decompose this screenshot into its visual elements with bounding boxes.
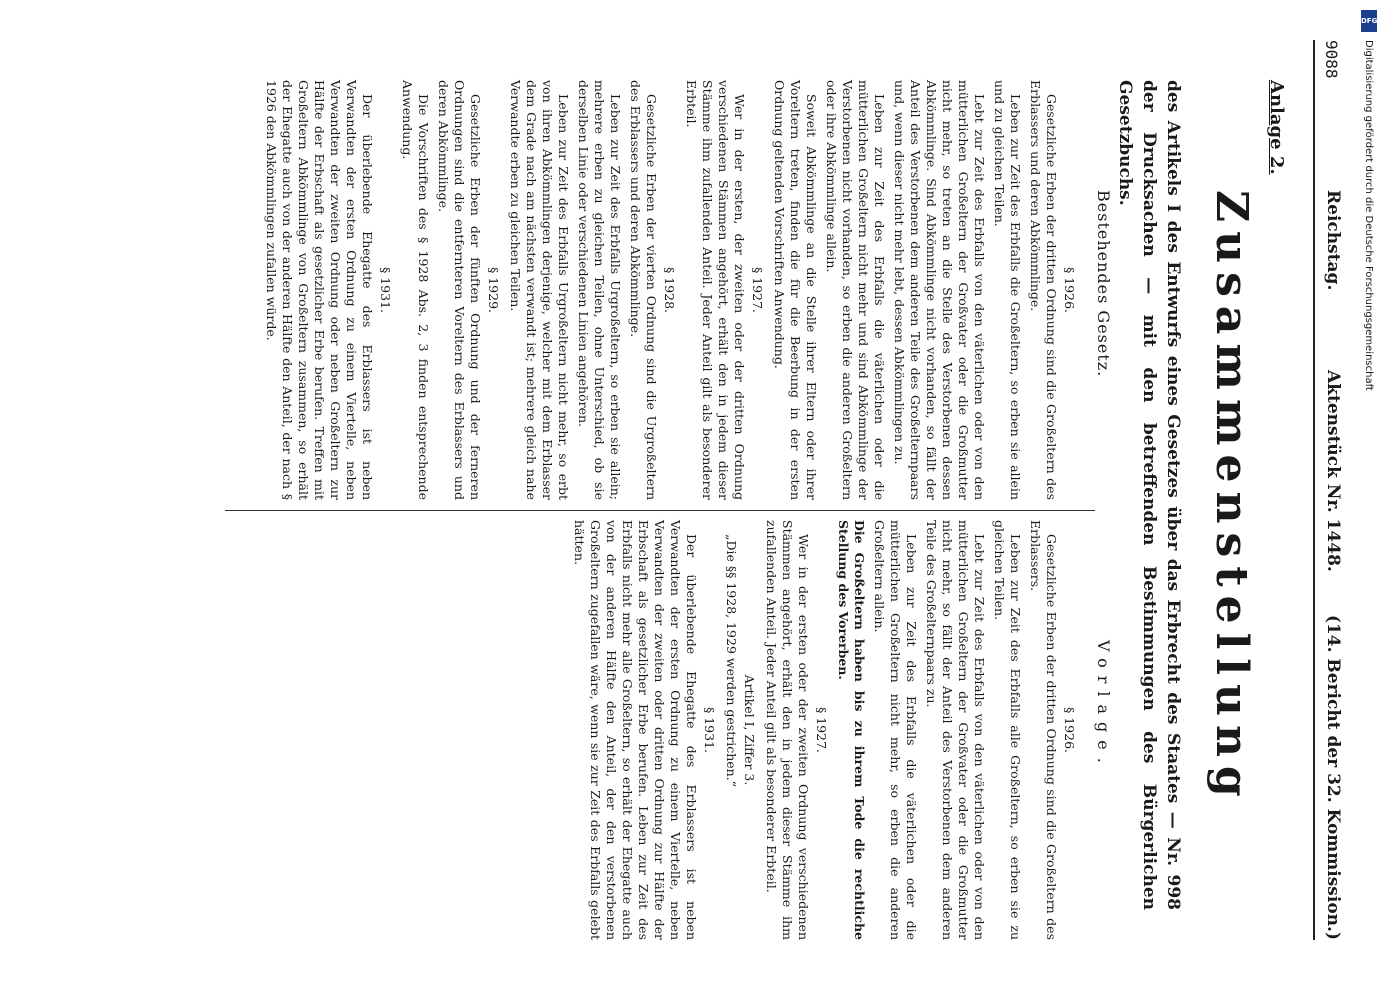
funding-note: Digitalisierung gefördert durch die Deutsche Forschungsgemeinschaft	[1363, 40, 1374, 391]
section-number: Artikel I, Ziffer 3.	[742, 674, 757, 786]
paragraph-text: Lebt zur Zeit des Erbfalls von den väterlichen oder von den mütterlichen Großeltern der Großvater oder die Großmutter nicht mehr, so fällt der Anteil des Verstorbenen dem anderen Teile des Großelternpaars zu.	[924, 520, 987, 940]
paragraph-text: Soweit Abkömmlinge an die Stelle ihrer Eltern oder ihrer Voreltern treten, finden die für die Beerbung in der ersten Ordnung geltenden Vorschriften Anwendung.	[772, 80, 819, 500]
dfg-logo: DFG	[1361, 10, 1377, 32]
header-left: Reichstag.	[1323, 190, 1343, 291]
left-column-heading: Bestehendes Gesetz.	[1094, 190, 1113, 378]
section-number: § 1928.	[662, 266, 677, 313]
header-right: (14. Bericht der 32. Kommission.)	[1323, 614, 1343, 940]
digitization-credit	[1360, 10, 1378, 990]
column-divider	[225, 510, 1095, 511]
paragraph-text: Gesetzliche Erben der dritten Ordnung sind die Großeltern des Erblassers und deren Abkömmlinge.	[1028, 80, 1059, 500]
paragraph-text: Der überlebende Ehegatte des Erblassers ist neben Verwandten der ersten Ordnung zu einem Viertelle, neben Verwandten der zweiten Ordnung oder neben Großeltern zur Hälfte der Erbschaft als gesetzlicher Erbe berufen. Treffen mit Großeltern Abkömmlinge von Großeltern zusammen, so erhält der Ehegatte auch von der anderen Hälfte den Anteil, der nach § 1926 den Abkömmlingen zufallen würde.	[264, 80, 375, 500]
header-middle: Aktenstück Nr. 1448.	[1323, 370, 1343, 572]
paragraph-text: „Die §§ 1928, 1929 werden gestrichen.“	[724, 534, 739, 788]
paragraph-text: Die Großeltern haben bis zu ihrem Tode die rechtliche Stellung des Vorerben.	[836, 520, 867, 940]
rotated-document	[45, 40, 1345, 940]
document-title: Zusammenstellung	[1206, 190, 1257, 806]
left-column	[259, 80, 1083, 500]
paragraph-text: Gesetzliche Erben der fünften Ordnung und der ferneren Ordnungen sind die entfernteren Voreltern des Erblassers und deren Abkömmlinge.	[436, 80, 483, 500]
right-column-heading: Vorlage.	[1094, 640, 1113, 771]
section-number: § 1927.	[750, 266, 765, 313]
paragraph-text: Die Vorschriften des § 1928 Abs. 2, 3 finden entsprechende Anwendung.	[400, 80, 431, 500]
section-number: § 1931.	[702, 706, 717, 753]
paragraph-text: Lebt zur Zeit des Erbfalls von den väterlichen oder von den mütterlichen Großeltern der Großvater oder die Großmutter nicht mehr, so treten an die Stelle des Verstorbenen dessen Abkömmlinge. Sind Abkömmlinge nicht vorhanden, so fällt der Anteil des Verstorbenen dem anderen Teile des Großelternpaars und, wenn dieser nicht mehr lebt, dessen Abkömmlingen zu.	[892, 80, 987, 500]
section-number: § 1931.	[378, 266, 393, 313]
paragraph-text: Leben zur Zeit des Erbfalls die Großeltern, so erben sie allein und zu gleichen Teilen.	[992, 80, 1023, 500]
paragraph-text: Leben zur Zeit des Erbfalls die väterlichen oder die mütterlichen Großeltern nicht mehr und sind Abkömmlinge der Verstorbenen nicht vorhanden, so erben die anderen Großeltern oder ihre Abkömmlinge allein.	[824, 80, 887, 500]
right-column	[567, 520, 1083, 940]
anlage-label: Anlage 2.	[1266, 80, 1287, 175]
page-number: 9088	[1322, 40, 1341, 79]
paragraph-text: Gesetzliche Erben der dritten Ordnung sind die Großeltern des Erblassers.	[1028, 520, 1059, 940]
section-number: § 1926.	[1062, 706, 1077, 753]
header-rule	[1313, 40, 1315, 940]
paragraph-text: Leben zur Zeit des Erbfalls Urgroßeltern nicht mehr, so erbt von ihren Abkömmlingen derjenige, welcher mit dem Erblasser dem Grade nach am nächsten verwandt ist; mehrere gleich nahe Verwandte erben zu gleichen Teilen.	[508, 80, 571, 500]
paragraph-text: Leben zur Zeit des Erbfalls Urgroßeltern, so erben sie allein; mehrere erben zu gleichen Teilen, ohne Unterschied, ob sie derselben Linie oder verschiedenen Linien angehören.	[576, 80, 623, 500]
section-number: § 1929.	[486, 266, 501, 313]
paragraph-text: Wer in der ersten oder der zweiten Ordnung verschiedenen Stämmen angehört, erhält den in jedem dieser Stämme ihm zufallenden Anteil. Jeder Anteil gilt als besonderer Erbteil.	[764, 520, 811, 940]
document-subtitle: des Artikels I des Entwurfs eines Gesetzes über das Erbrecht des Staates — Nr. 998 der Drucksachen — mit den betreffenden Bestimmungen des Bürgerlichen Gesetzbuchs.	[1115, 80, 1183, 910]
paragraph-text: Gesetzliche Erben der vierten Ordnung sind die Urgroßeltern des Erblassers und deren Abkömmlinge.	[628, 80, 659, 500]
section-number: § 1926.	[1062, 266, 1077, 313]
paragraph-text: Leben zur Zeit des Erbfalls alle Großeltern, so erben sie zu gleichen Teilen.	[992, 520, 1023, 940]
paragraph-text: Der überlebende Ehegatte des Erblassers ist neben Verwandten der ersten Ordnung zu einem Viertelle, neben Verwandten der zweiten oder dritten Ordnung zur Hälfte der Erbschaft als gesetzlicher Erbe berufen. Leben zur Zeit des Erbfalls nicht mehr alle Großeltern, so erhält der Ehegatte auch von der anderen Hälfte den Anteil, der den verstorbenen Großeltern zugefallen wäre, wenn sie zur Zeit des Erbfalls gelebt hätten.	[572, 520, 699, 940]
running-header	[1315, 40, 1345, 940]
section-number: § 1927.	[814, 706, 829, 753]
paragraph-text: Leben zur Zeit des Erbfalls die väterlichen oder die mütterlichen Großeltern nicht mehr, so erben die anderen Großeltern allein.	[872, 520, 919, 940]
paragraph-text: Wer in der ersten, der zweiten oder der dritten Ordnung verschiedenen Stämmen angehört, erhält den in jedem dieser Stämme ihm zufallenden Anteil. Jeder Anteil gilt als besonderer Erbteil.	[684, 80, 747, 500]
